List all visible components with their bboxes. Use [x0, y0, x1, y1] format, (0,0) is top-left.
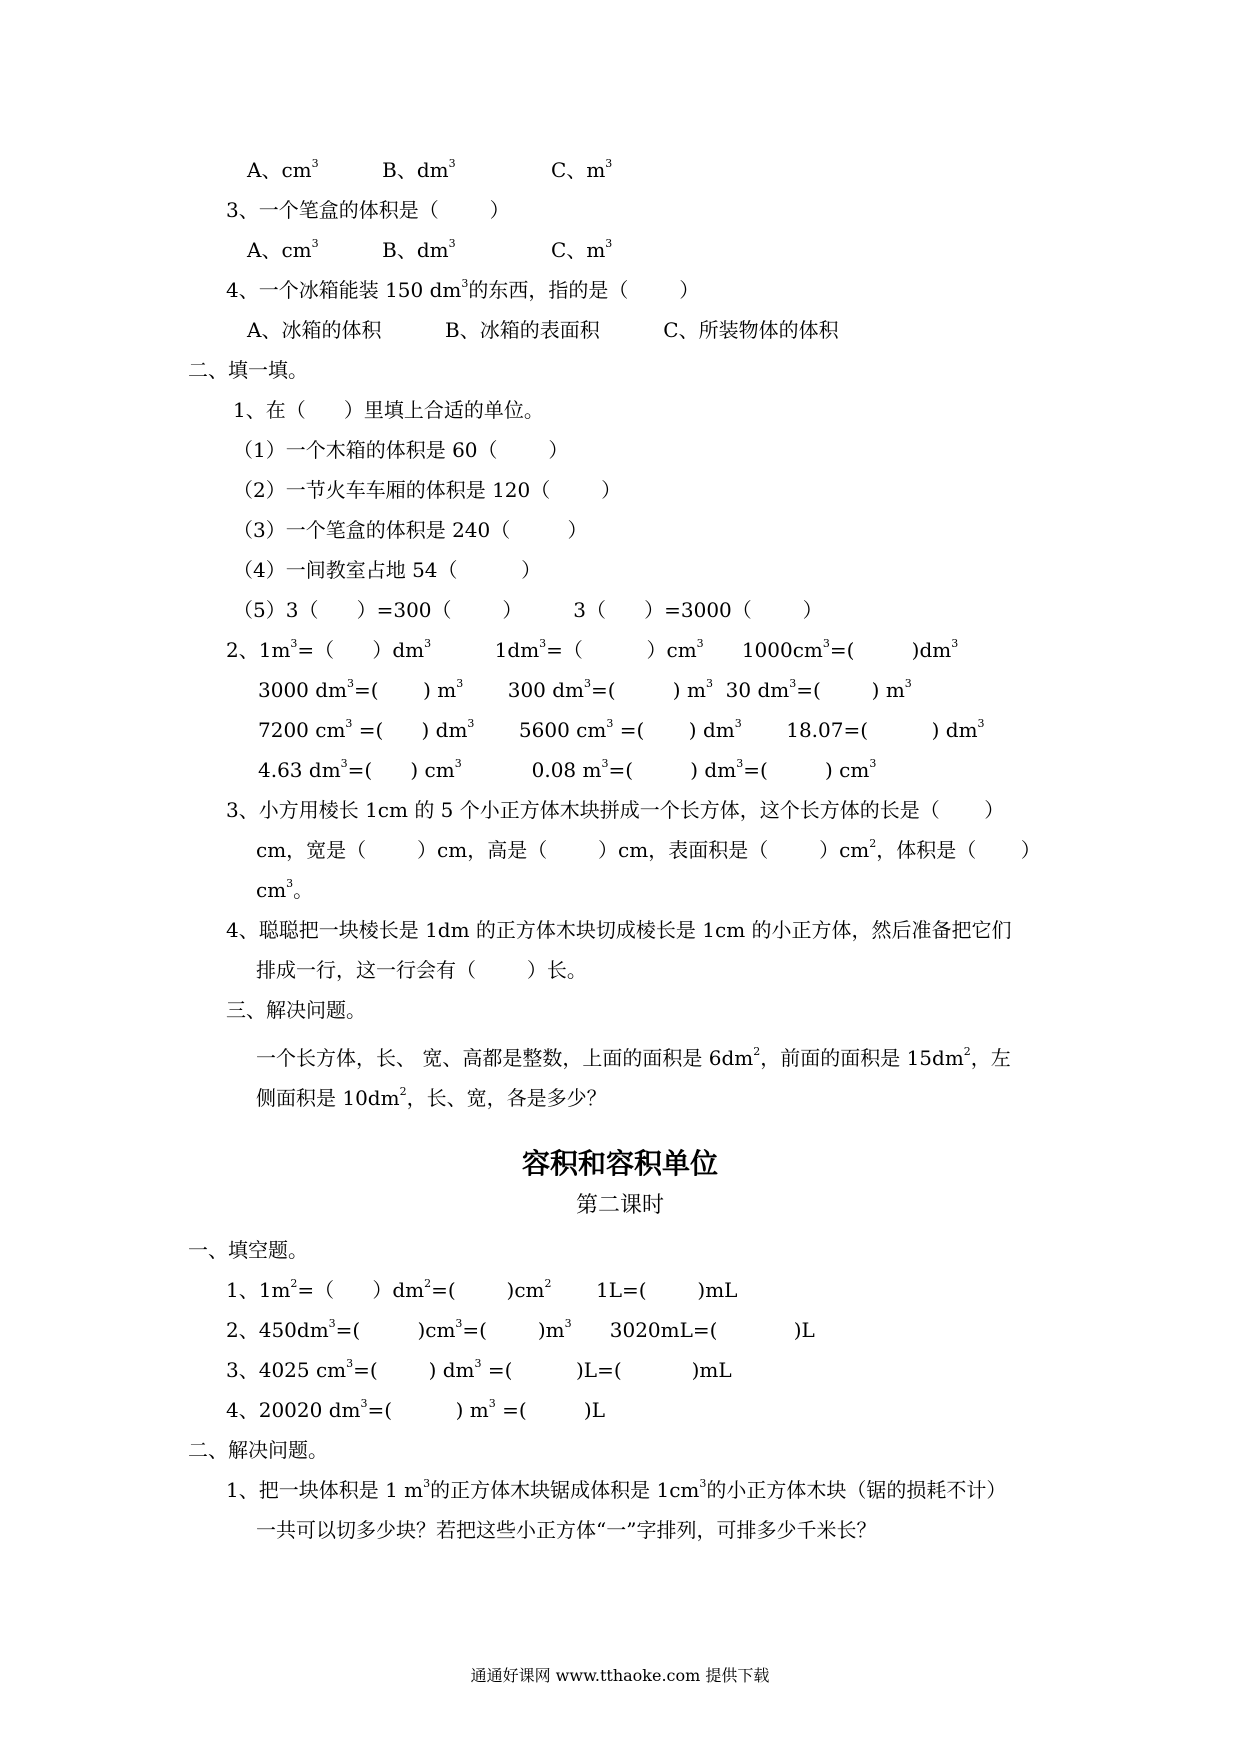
- text-line: A、冰箱的体积 B、冰箱的表面积 C、所装物体的体积: [247, 318, 839, 342]
- text-line: 3、小方用棱长 1cm 的 5 个小正方体木块拼成一个长方体，这个长方体的长是（ ）: [226, 798, 1005, 822]
- section-subtitle: 第二课时: [575, 1193, 664, 1218]
- section-title: 容积和容积单位: [521, 1147, 718, 1180]
- text-line: （4）一间教室占地 54（ ）: [233, 558, 542, 582]
- text-line: 排成一行，这一行会有（ ）长。: [256, 958, 587, 982]
- text-line: A、$cm^3$ B、$dm^3$ C、$m^3$: [247, 157, 613, 182]
- text-line: 2、$450dm^3=$( )$cm^3=$( )$m^3$ 3020mL=( )L: [226, 1317, 815, 1342]
- text-line: 4、一个冰箱能装 150 $dm^3$的东西，指的是（ ）: [226, 277, 700, 302]
- text-line: 1、在（ ）里填上合适的单位。: [233, 398, 544, 422]
- text-line: cm，宽是（ ）cm，高是（ ）cm，表面积是（ ）$cm^2$，体积是（ ）: [256, 837, 1041, 862]
- text-line: 4、聪聪把一块棱长是 1dm 的正方体木块切成棱长是 1cm 的小正方体，然后准备把它们: [226, 918, 1012, 942]
- text-line: 3000 $dm^3=$( ) $m^3$ 300 $dm^3=$( ) $m^3$ 30 $dm^3=$( ) $m^3$: [258, 677, 912, 702]
- text-line: 4.63 $dm^3=$( ) $cm^3$ 0.08 $m^3=$( ) $dm^3=$( ) $cm^3$: [258, 757, 877, 782]
- text-line: 3、一个笔盒的体积是（ ）: [226, 198, 510, 222]
- text-line: （2）一节火车车厢的体积是 120（ ）: [233, 478, 622, 502]
- text-line: （1）一个木箱的体积是 60（ ）: [233, 438, 569, 462]
- text-line: 三、解决问题。: [226, 998, 366, 1022]
- text-line: 1、$1m^2=$（ ）$dm^2=$( )$cm^2$ 1L=( )mL: [226, 1277, 738, 1302]
- text-line: 4、20020 $dm^3=$( ) $m^3$ =( )L: [226, 1397, 605, 1422]
- text-line: 一、填空题。: [188, 1238, 308, 1262]
- text-line: 二、填一填。: [188, 358, 308, 382]
- text-line: 1、把一块体积是 1 $m^3$的正方体木块锯成体积是 $1cm^3$的小正方体木块（锯的损耗不计）: [226, 1477, 1007, 1502]
- text-line: 2、$1m^3=$（ ）$dm^3$ $1dm^3=$（ ）$cm^3$ $1000cm^3=$( )$dm^3$: [226, 637, 959, 662]
- text-line: 3、4025 $cm^3=$( ) $dm^3$ =( )L=( )mL: [226, 1357, 732, 1382]
- text-line: （3）一个笔盒的体积是 240（ ）: [233, 518, 588, 542]
- text-line: 一共可以切多少块？若把这些小正方体“一”字排列，可排多少千米长？: [256, 1518, 877, 1542]
- text-line: $cm^3$。: [256, 877, 314, 902]
- text-line: 7200 $cm^3$ =( ) $dm^3$ 5600 $cm^3$ =( ) $dm^3$ 18.07=( ) $dm^3$: [258, 717, 985, 742]
- page-footer: 通通好课网 www.tthaoke.com 提供下载: [470, 1666, 770, 1685]
- text-line: （5）3（ ）=300（ ） 3（ ）=3000（ ）: [233, 598, 823, 622]
- text-line: A、$cm^3$ B、$dm^3$ C、$m^3$: [247, 237, 613, 262]
- text-line: 一个长方体，长、 宽、高都是整数，上面的面积是 $6dm^2$，前面的面积是 $15dm^2$，左: [256, 1045, 1011, 1070]
- text-line: 二、解决问题。: [188, 1438, 328, 1462]
- text-line: 侧面积是 $10dm^2$，长、宽，各是多少？: [256, 1085, 607, 1110]
